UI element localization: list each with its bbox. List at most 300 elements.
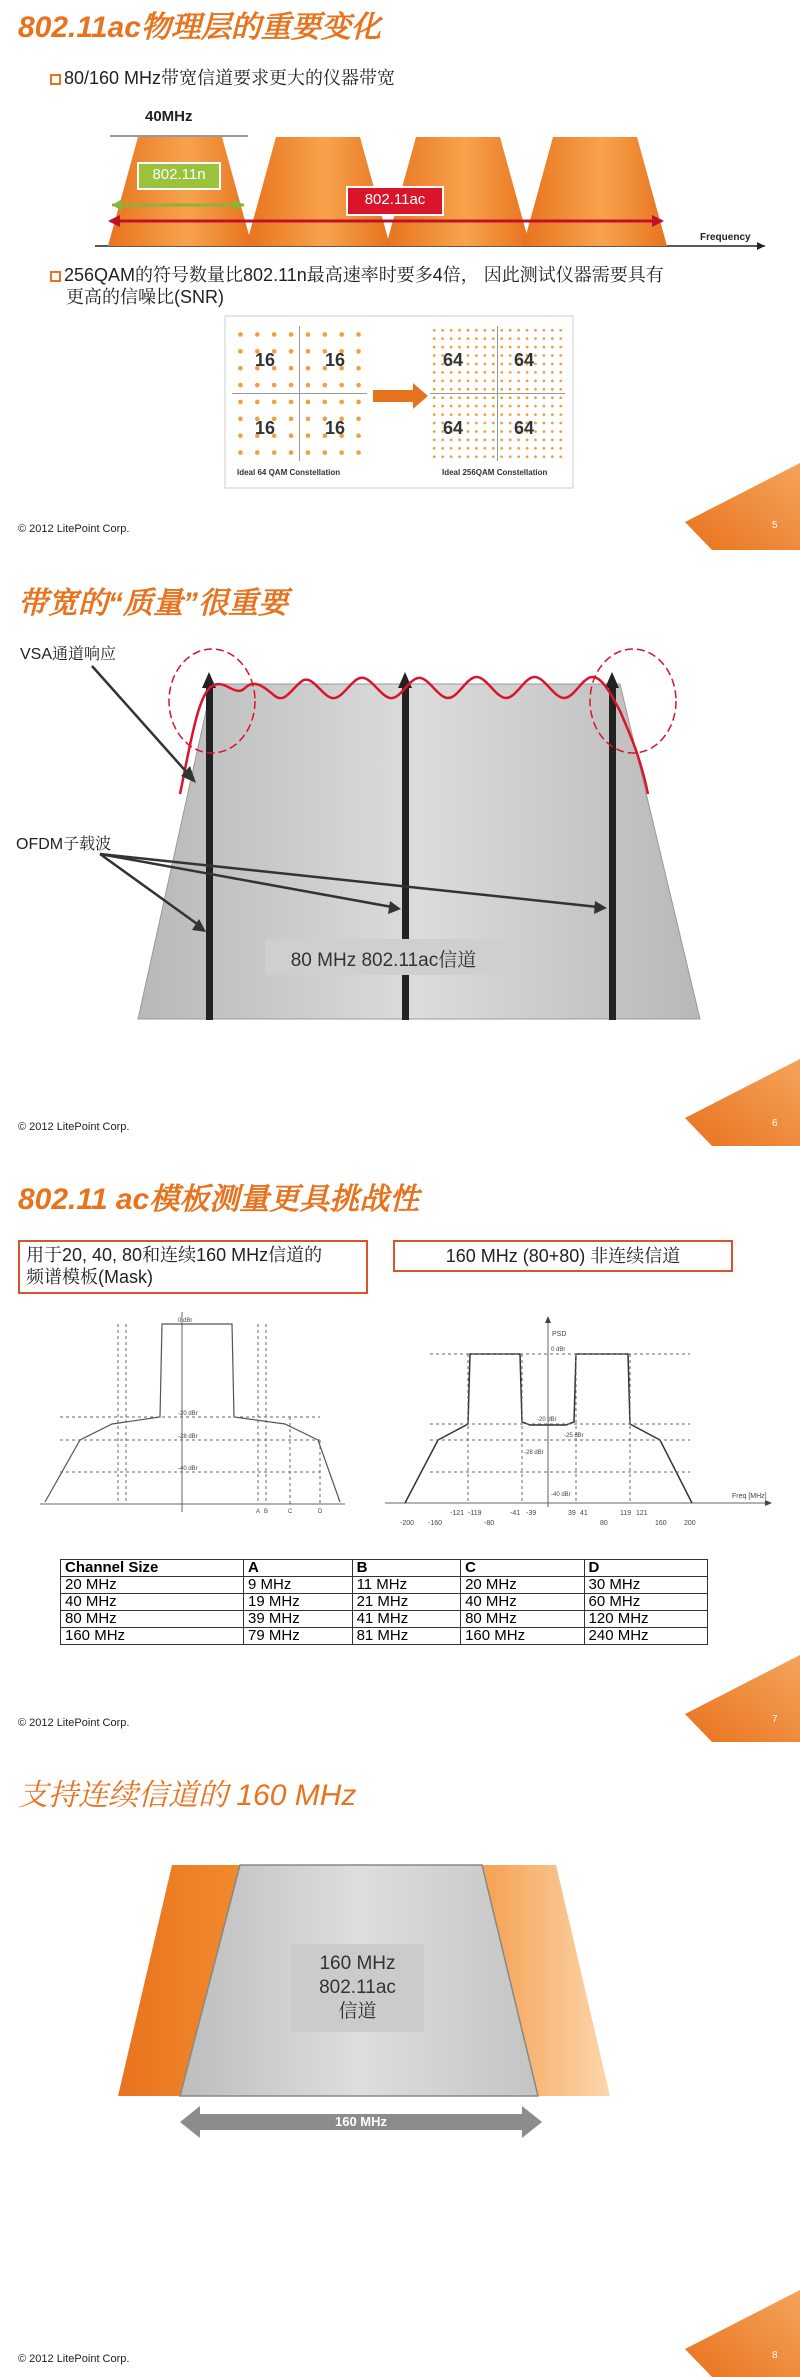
tick-label: 119 — [620, 1510, 632, 1517]
constellation-dot — [433, 447, 436, 450]
constellation-dot — [517, 346, 520, 349]
constellation-dot — [551, 396, 554, 399]
constellation-dot — [526, 413, 529, 416]
constellation-dot — [543, 354, 546, 357]
constellation-dot — [441, 388, 444, 391]
constellation-dot — [559, 379, 562, 382]
constellation-dot — [272, 332, 277, 337]
table-cell: 160 MHz — [61, 1628, 244, 1645]
constellation-dot — [543, 379, 546, 382]
table-cell: 30 MHz — [584, 1577, 707, 1594]
constellation-dot — [492, 447, 495, 450]
tick-label: -121 — [450, 1510, 465, 1517]
constellation-dot — [441, 447, 444, 450]
constellation-dot — [458, 379, 461, 382]
constellation-dot — [543, 371, 546, 374]
constellation-dot — [238, 433, 243, 438]
table-row — [61, 1628, 708, 1645]
constellation-dot — [272, 400, 277, 405]
constellation-dot — [441, 379, 444, 382]
constellation-dot — [450, 388, 453, 391]
constellation-dot — [483, 439, 486, 442]
constellation-dot — [492, 430, 495, 433]
corner-decoration — [685, 2290, 800, 2377]
qam-value: 64 — [443, 350, 464, 370]
constellation-dot — [306, 366, 311, 371]
constellation-dot — [500, 413, 503, 416]
constellation-dot — [526, 371, 529, 374]
table-cell: 21 MHz — [352, 1594, 461, 1611]
constellation-dot — [450, 329, 453, 332]
corner-decoration — [685, 1655, 800, 1742]
constellation-dot — [323, 400, 328, 405]
constellation-dot — [526, 405, 529, 408]
constellation-dot — [509, 405, 512, 408]
constellation-dot — [475, 337, 478, 340]
constellation-dot — [433, 363, 436, 366]
constellation-dot — [509, 430, 512, 433]
constellation-dot — [526, 455, 529, 458]
constellation-dot — [509, 455, 512, 458]
tick-label: 160 — [655, 1520, 667, 1527]
constellation-dot — [509, 388, 512, 391]
table-header: B — [352, 1560, 461, 1577]
constellation-dot — [441, 371, 444, 374]
constellation-dot — [534, 455, 537, 458]
ofdm-label: OFDM子载波 — [16, 836, 112, 853]
page-number: 6 — [772, 1118, 778, 1129]
constellation-dot — [467, 413, 470, 416]
constellation-dot — [458, 346, 461, 349]
corner-decoration — [685, 463, 800, 550]
constellation-dot — [339, 450, 344, 455]
freq-axis-label: Freq [MHz] — [732, 1493, 767, 1500]
constellation-dot — [551, 422, 554, 425]
constellation-dot — [500, 354, 503, 357]
page-number: 8 — [772, 2350, 778, 2361]
constellation-dot — [551, 388, 554, 391]
constellation-dot — [534, 346, 537, 349]
constellation-dot — [543, 363, 546, 366]
table-row — [61, 1611, 708, 1628]
constellation-dot — [441, 455, 444, 458]
constellation-dot — [559, 455, 562, 458]
constellation-dot — [450, 379, 453, 382]
level-label: -25 dBr — [564, 1433, 584, 1439]
constellation-dot — [323, 383, 328, 388]
slide-title: 支持连续信道的 160 MHz — [18, 1779, 357, 1812]
constellation-dot — [467, 337, 470, 340]
constellation-dot — [458, 388, 461, 391]
constellation-dot — [509, 371, 512, 374]
tick-label: -39 — [526, 1510, 537, 1517]
constellation-dot — [551, 379, 554, 382]
constellation-dot — [238, 400, 243, 405]
footer-copyright: © 2012 LitePoint Corp. — [18, 1717, 130, 1729]
qam256-constellation — [430, 326, 565, 461]
constellation-dot — [559, 329, 562, 332]
corner-decoration — [685, 1059, 800, 1146]
mask-box: 用于20, 40, 80和连续160 MHz信道的 频谱模板(Mask) — [18, 1240, 368, 1294]
constellation-dot — [543, 337, 546, 340]
constellation-dot — [467, 396, 470, 399]
constellation-dot — [500, 388, 503, 391]
constellation-dot — [306, 400, 311, 405]
constellation-dot — [458, 447, 461, 450]
constellation-dot — [433, 354, 436, 357]
constellation-dot — [551, 346, 554, 349]
psd-label: PSD — [552, 1331, 567, 1338]
noncontiguous-box: 160 MHz (80+80) 非连续信道 — [393, 1240, 733, 1272]
constellation-dot — [509, 413, 512, 416]
constellation-dot — [500, 430, 503, 433]
constellation-dot — [450, 371, 453, 374]
constellation-dot — [356, 417, 361, 422]
constellation-dot — [475, 422, 478, 425]
constellation-dot — [475, 447, 478, 450]
right-mask-chart — [385, 1316, 772, 1507]
level-label: -40 dBr — [178, 1466, 198, 1472]
constellation-dot — [559, 422, 562, 425]
constellation-dot — [483, 379, 486, 382]
constellation-dot — [500, 405, 503, 408]
bullet-item: 80/160 MHz带宽信道要求更大的仪器带宽 — [50, 64, 395, 90]
constellation-dot — [238, 332, 243, 337]
constellation-dot — [475, 413, 478, 416]
constellation-dot — [450, 396, 453, 399]
constellation-dot — [483, 413, 486, 416]
constellation-dot — [509, 422, 512, 425]
constellation-dot — [492, 346, 495, 349]
constellation-dot — [517, 447, 520, 450]
point-label: C — [288, 1509, 293, 1515]
constellation-dot — [433, 430, 436, 433]
level-label: 0 dBr — [551, 1347, 566, 1353]
constellation-dot — [534, 439, 537, 442]
constellation-dot — [433, 337, 436, 340]
qam-value: 64 — [443, 418, 464, 438]
constellation-dot — [356, 332, 361, 337]
constellation-dot — [339, 383, 344, 388]
constellation-dot — [543, 413, 546, 416]
constellation-dot — [509, 447, 512, 450]
constellation-dot — [500, 439, 503, 442]
constellation-dot — [467, 447, 470, 450]
bullet-square-icon — [50, 271, 61, 282]
constellation-dot — [534, 371, 537, 374]
constellation-dot — [323, 450, 328, 455]
constellation-dot — [551, 337, 554, 340]
tick-label: -160 — [428, 1520, 443, 1527]
constellation-dot — [526, 388, 529, 391]
constellation-dot — [238, 417, 243, 422]
constellation-dot — [492, 388, 495, 391]
constellation-dot — [467, 388, 470, 391]
table-cell: 20 MHz — [61, 1577, 244, 1594]
constellation-dot — [559, 346, 562, 349]
label-11n: 802.11n — [152, 166, 206, 183]
constellation-dot — [500, 422, 503, 425]
band-label: 40MHz — [145, 108, 193, 125]
page-number: 5 — [772, 520, 778, 531]
constellation-dot — [509, 363, 512, 366]
constellation-dot — [441, 346, 444, 349]
channel-table — [60, 1559, 708, 1645]
constellation-dot — [559, 396, 562, 399]
constellation-dot — [483, 337, 486, 340]
constellation-dot — [500, 447, 503, 450]
constellation-dot — [458, 405, 461, 408]
table-cell: 60 MHz — [584, 1594, 707, 1611]
constellation-dot — [534, 422, 537, 425]
constellation-dot — [509, 354, 512, 357]
constellation-dot — [543, 455, 546, 458]
constellation-dot — [467, 329, 470, 332]
constellation-dot — [433, 396, 436, 399]
slide-title: 带宽的“质量”很重要 — [18, 587, 288, 620]
qam-value: 64 — [514, 350, 535, 370]
table-cell: 40 MHz — [461, 1594, 584, 1611]
constellation-dot — [339, 400, 344, 405]
constellation-dot — [543, 447, 546, 450]
constellation-dot — [458, 329, 461, 332]
table-header: C — [461, 1560, 584, 1577]
qam-value: 16 — [325, 350, 346, 370]
constellation-dot — [559, 439, 562, 442]
constellation-dot — [467, 363, 470, 366]
qam-value: 64 — [514, 418, 535, 438]
constellation-dot — [467, 405, 470, 408]
qam-value: 16 — [255, 350, 276, 370]
constellation-dot — [534, 388, 537, 391]
constellation-dot — [517, 337, 520, 340]
constellation-dot — [289, 332, 294, 337]
frequency-label: Frequency — [700, 232, 751, 243]
constellation-dot — [492, 413, 495, 416]
constellation-dot — [255, 450, 260, 455]
constellation-dot — [551, 405, 554, 408]
footer-copyright: © 2012 LitePoint Corp. — [18, 2353, 130, 2365]
qam256-caption: Ideal 256QAM Constellation — [442, 468, 548, 477]
level-label: -28 dBr — [524, 1450, 544, 1456]
vsa-label: VSA通道响应 — [20, 646, 117, 663]
constellation-dot — [289, 417, 294, 422]
level-label: -20 dBr — [178, 1411, 198, 1417]
table-cell: 11 MHz — [352, 1577, 461, 1594]
constellation-dot — [500, 371, 503, 374]
constellation-dot — [526, 379, 529, 382]
constellation-dot — [559, 363, 562, 366]
constellation-dot — [433, 329, 436, 332]
constellation-dot — [255, 332, 260, 337]
tick-label: 121 — [636, 1510, 648, 1517]
constellation-dot — [492, 439, 495, 442]
constellation-dot — [492, 354, 495, 357]
slide-8-graphics — [0, 1768, 800, 2377]
constellation-dot — [467, 422, 470, 425]
table-cell: 39 MHz — [244, 1611, 353, 1628]
constellation-dot — [551, 329, 554, 332]
constellation-dot — [483, 388, 486, 391]
constellation-dot — [475, 388, 478, 391]
constellation-dot — [526, 447, 529, 450]
constellation-dot — [467, 354, 470, 357]
table-cell: 40 MHz — [61, 1594, 244, 1611]
tick-label: 80 — [600, 1520, 608, 1527]
constellation-dot — [433, 413, 436, 416]
constellation-dot — [517, 329, 520, 332]
constellation-dot — [356, 349, 361, 354]
constellation-dot — [500, 379, 503, 382]
constellation-dot — [306, 383, 311, 388]
constellation-dot — [306, 349, 311, 354]
constellation-dot — [500, 455, 503, 458]
constellation-dot — [492, 379, 495, 382]
constellation-dot — [534, 329, 537, 332]
table-cell: 81 MHz — [352, 1628, 461, 1645]
constellation-dot — [543, 396, 546, 399]
constellation-dot — [534, 396, 537, 399]
footer-copyright: © 2012 LitePoint Corp. — [18, 1121, 130, 1133]
constellation-dot — [467, 430, 470, 433]
constellation-dot — [289, 349, 294, 354]
constellation-dot — [492, 396, 495, 399]
constellation-dot — [543, 439, 546, 442]
constellation-dot — [289, 450, 294, 455]
channel-label: 80 MHz 802.11ac信道 — [290, 950, 477, 971]
constellation-dot — [551, 447, 554, 450]
constellation-dot — [559, 405, 562, 408]
constellation-dot — [433, 439, 436, 442]
constellation-dot — [551, 439, 554, 442]
constellation-dot — [551, 354, 554, 357]
constellation-dot — [551, 430, 554, 433]
constellation-dot — [441, 405, 444, 408]
constellation-dot — [339, 332, 344, 337]
constellation-dot — [441, 396, 444, 399]
constellation-dot — [559, 354, 562, 357]
constellation-dot — [356, 433, 361, 438]
constellation-dot — [483, 363, 486, 366]
channel-label: 160 MHz 802.11ac 信道 — [319, 1953, 396, 2022]
tick-label: -80 — [484, 1520, 495, 1527]
constellation-dot — [450, 455, 453, 458]
constellation-dot — [433, 346, 436, 349]
constellation-dot — [551, 455, 554, 458]
constellation-dot — [238, 450, 243, 455]
constellation-dot — [483, 405, 486, 408]
constellation-dot — [534, 405, 537, 408]
tick-label: -41 — [510, 1510, 521, 1517]
constellation-dot — [467, 379, 470, 382]
constellation-dot — [492, 371, 495, 374]
constellation-dot — [458, 455, 461, 458]
constellation-dot — [475, 379, 478, 382]
subcarrier-bar — [206, 686, 213, 1020]
constellation-dot — [433, 455, 436, 458]
constellation-dot — [483, 346, 486, 349]
constellation-dot — [441, 329, 444, 332]
constellation-dot — [289, 433, 294, 438]
constellation-dot — [433, 371, 436, 374]
constellation-dot — [500, 346, 503, 349]
constellation-dot — [543, 346, 546, 349]
constellation-dot — [517, 405, 520, 408]
slide-title: 802.11ac物理层的重要变化 — [18, 11, 381, 44]
constellation-dot — [306, 450, 311, 455]
constellation-dot — [543, 430, 546, 433]
constellation-dot — [306, 417, 311, 422]
constellation-dot — [475, 346, 478, 349]
constellation-dot — [543, 405, 546, 408]
constellation-dot — [534, 447, 537, 450]
constellation-dot — [500, 363, 503, 366]
constellation-dot — [356, 383, 361, 388]
table-cell: 120 MHz — [584, 1611, 707, 1628]
constellation-dot — [492, 363, 495, 366]
constellation-dot — [441, 413, 444, 416]
constellation-dot — [475, 455, 478, 458]
constellation-dot — [534, 337, 537, 340]
level-label: -28 dBr — [178, 1434, 198, 1440]
constellation-dot — [238, 366, 243, 371]
bandwidth-label: 160 MHz — [334, 2114, 388, 2129]
table-cell: 160 MHz — [461, 1628, 584, 1645]
constellation-dot — [475, 354, 478, 357]
constellation-dot — [467, 371, 470, 374]
constellation-dot — [500, 396, 503, 399]
constellation-dot — [356, 400, 361, 405]
constellation-dot — [543, 422, 546, 425]
constellation-dot — [475, 371, 478, 374]
constellation-dot — [272, 383, 277, 388]
constellation-dot — [559, 388, 562, 391]
constellation-dot — [483, 447, 486, 450]
constellation-dot — [450, 337, 453, 340]
constellation-dot — [323, 332, 328, 337]
constellation-dot — [534, 354, 537, 357]
callout-arrow — [92, 666, 190, 776]
constellation-dot — [475, 329, 478, 332]
point-label: B — [264, 1509, 269, 1515]
constellation-dot — [509, 379, 512, 382]
constellation-dot — [509, 439, 512, 442]
table-header: A — [244, 1560, 353, 1577]
constellation-dot — [306, 433, 311, 438]
table-row — [61, 1577, 708, 1594]
constellation-dot — [526, 346, 529, 349]
constellation-dot — [534, 363, 537, 366]
bullet-item: 256QAM的符号数量比802.11n最高速率时要多4倍， 因此测试仪器需要具有 更高的信噪比(SNR) — [50, 264, 664, 308]
constellation-dot — [433, 379, 436, 382]
constellation-dot — [255, 383, 260, 388]
constellation-dot — [450, 346, 453, 349]
constellation-dot — [475, 363, 478, 366]
constellation-dot — [450, 447, 453, 450]
constellation-dot — [559, 337, 562, 340]
constellation-dot — [356, 450, 361, 455]
constellation-dot — [559, 430, 562, 433]
constellation-dot — [483, 430, 486, 433]
constellation-dot — [356, 366, 361, 371]
tick-label: 39 — [568, 1510, 576, 1517]
constellation-dot — [492, 422, 495, 425]
constellation-dot — [517, 413, 520, 416]
tick-label: 41 — [580, 1510, 588, 1517]
constellation-dot — [543, 388, 546, 391]
table-cell: 41 MHz — [352, 1611, 461, 1628]
channel-trapezoid-1 — [108, 137, 252, 246]
